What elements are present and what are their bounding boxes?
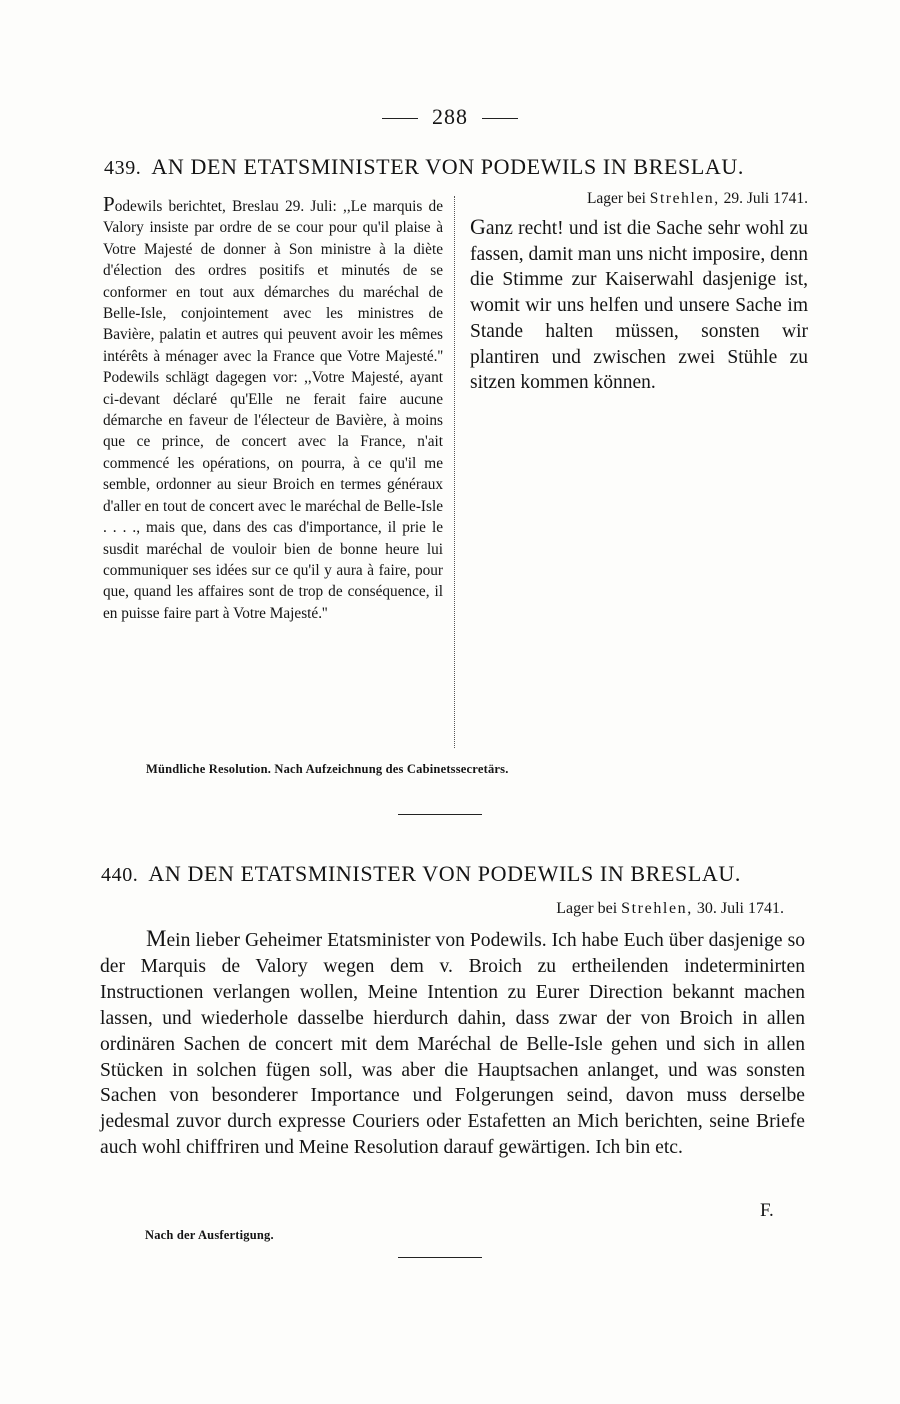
doc440-title: AN DEN ETATSMINISTER VON PODEWILS IN BRESLAU.	[148, 861, 741, 886]
doc440-dateline-place: Strehlen,	[621, 900, 693, 917]
doc439-dateline	[470, 190, 808, 208]
doc439-resolution: Ganz recht! und ist die Sache sehr wohl zu fassen, damit man uns nicht imposire, denn die Stimme zur Kaiserwahl dasjenige ist, womit wir uns helfen und unsere Sache im Stande halten müssen, sonsten wir plantiren und zwischen zwei Stühle zu sitzen kommen können.	[470, 214, 808, 394]
doc439-number: 439.	[104, 157, 142, 179]
section-rule-2	[398, 1257, 482, 1258]
doc440-source: Nach der Ausfertigung.	[145, 1228, 274, 1242]
column-divider	[454, 196, 455, 748]
page-number-dash-left	[382, 118, 418, 119]
doc440-signature: F.	[760, 1200, 774, 1221]
doc439-dateline-date: 29. Juli 1741.	[723, 190, 808, 207]
doc439-report	[103, 194, 443, 624]
doc439-report-text: Podewils berichtet, Breslau 29. Juli: ,,Le marquis de Valory insiste par ordre de se cour pour qu'il plaise à Votre Majesté de donner à Son ministre à la diète d'élection des ordres positifs et minutés de se conformer en tout aux démarches du maréchal de Belle-Isle, conjointement avec les ministres de Bavière, palatin et autres qui peuvent avoir les mêmes intérêts à ménager avec la France que Votre Majesté.'' Podewils schlägt dagegen vor: ,,Votre Majesté, ayant ci-devant déclaré qu'Elle ne ferait faire aucune démarche en faveur de l'électeur de Bavière, à moins que ce prince, de concert avec la France, n'ait commencé les opérations, on pourra, à ce qu'il me semble, ordonner au sieur Broich en termes généraux d'aller en tout de concert avec le maréchal de Belle-Isle . . . ., mais que, dans des cas d'importance, il prie le susdit maréchal de vouloir bien de bonne heure lui communiquer ses idées sur ce qu'il y aura à faire, pour que, quand les affaires sont de trop de conséquence, il en puisse faire part à Votre Majesté.''	[103, 192, 443, 622]
page-number-text: 288	[432, 104, 468, 129]
doc439-heading	[104, 154, 814, 180]
doc439-dateline-prefix: Lager bei	[586, 190, 646, 207]
doc440-letter: Mein lieber Geheimer Etatsminister von Podewils. Ich habe Euch über dasjenige so der Marquis de Valory wegen dem v. Broich zu ertheilenden indeterminirten Instructionen verlangen wollen, Meine Intention zu Eurer Direction bekannt machen lassen, und wiederhole dasselbe hierdurch dahin, dass zwar der von Broich in allen ordinären Sachen de concert mit dem Maréchal de Belle-Isle gehen und sich in allen Stücken in solchen fügen soll, was aber die Hauptsachen anlanget, und was sonsten Sachen von besonderer Importance und Folgerungen seind, davon muss derselbe jedesmal zuvor durch expresse Couriers oder Estafetten an Mich berichten, seine Briefe auch wohl chiffriren und Meine Resolution darauf gewärtigen. Ich bin etc.	[100, 926, 805, 1159]
page-number-dash-right	[482, 118, 518, 119]
doc440-dateline-prefix: Lager bei	[556, 900, 618, 917]
doc440-number: 440.	[101, 864, 139, 886]
doc440-dateline	[556, 900, 784, 918]
doc439-title: AN DEN ETATSMINISTER VON PODEWILS IN BRESLAU.	[151, 154, 744, 179]
section-rule-1	[398, 814, 482, 815]
doc440-heading	[101, 861, 811, 887]
page-number	[0, 104, 900, 130]
doc439-dateline-place: Strehlen,	[649, 190, 720, 207]
doc440-dateline-date: 30. Juli 1741.	[696, 900, 784, 917]
doc439-resolution-column	[470, 190, 808, 396]
doc439-source: Mündliche Resolution. Nach Aufzeichnung des Cabinetssecretärs.	[146, 762, 509, 776]
